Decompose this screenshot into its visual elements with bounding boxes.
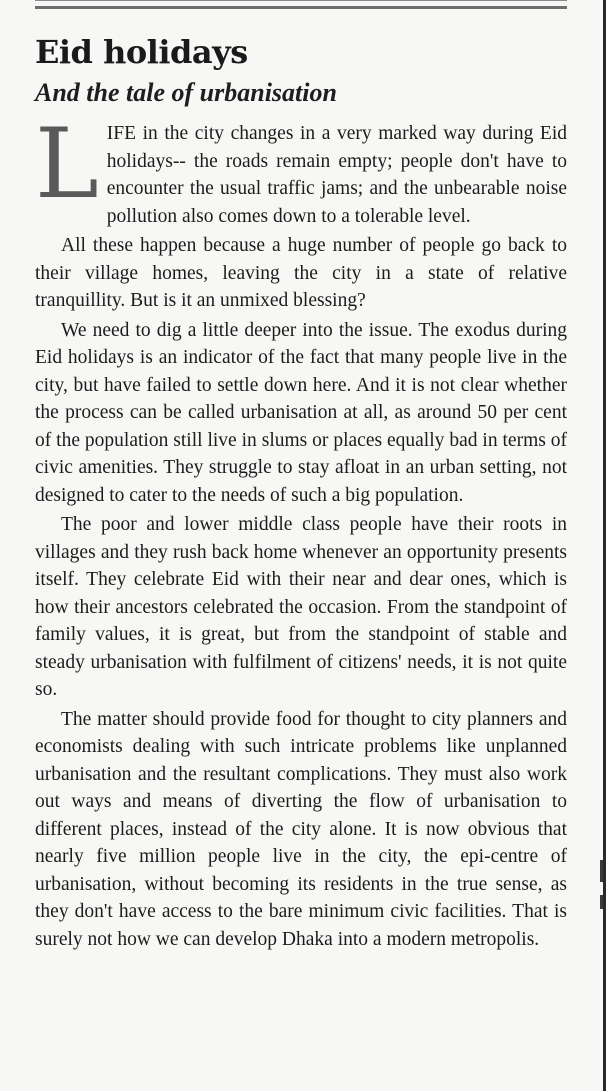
- article-subhead: And the tale of urbanisation: [35, 78, 337, 107]
- article-body: [35, 108, 567, 953]
- edge-mark: [600, 860, 603, 882]
- paragraph-text: IFE in the city changes in a very marked way during Eid holidays-- the roads remain empty; people don't have to encounter the usual traffic jams; and the unbearable noise pollution also comes down to a tolerable level.: [106, 123, 567, 227]
- article-paragraph-2: All these happen because a huge number of people go back to their village homes, leaving the city in a state of relative tranquillity. But is it an unmixed blessing?: [35, 235, 567, 311]
- article-paragraph-4: The poor and lower middle class people have their roots in villages and they rush back home whenever an opportunity presents itself. They celebrate Eid with their near and dear ones, which is how their ancestors celebrated the occasion. From the standpoint of family values, it is great, but from the standpoint of stable and steady urbanisation with fulfilment of citizens' needs, it is not quite so.: [35, 514, 567, 700]
- article-paragraph-3: We need to dig a little deeper into the issue. The exodus during Eid holidays is an indicator of the fact that many people live in the city, but have failed to settle down here. And it is not clear whether the process can be called urbanisation at all, as around 50 per cent of the population still live in slums or places equally bad in terms of civic amenities. They struggle to stay afloat in an urban setting, not designed to cater to the needs of such a big population.: [35, 319, 567, 506]
- article-paragraph-5: The matter should provide food for thought to city planners and economists dealing with such intricate problems like unplanned urbanisation and the resultant complications. They must also work out ways and means of diverting the flow of urbanisation to different places, instead of the city alone. It is now obvious that nearly five million people live in the city, the epi-centre of urbanisation, without becoming its residents in the true sense, as they don't have access to the bare minimum civic facilities. That is surely not how we can develop Dhaka into a modern metropolis.: [35, 708, 567, 950]
- editorial-article: [35, 30, 567, 955]
- edge-mark: [600, 895, 603, 909]
- page-top-edge-line: [35, 0, 567, 1]
- article-paragraph-1: [35, 108, 567, 230]
- article-headline: Eid holidays: [35, 33, 248, 71]
- drop-cap: L: [35, 108, 99, 220]
- section-top-rule: [35, 6, 567, 9]
